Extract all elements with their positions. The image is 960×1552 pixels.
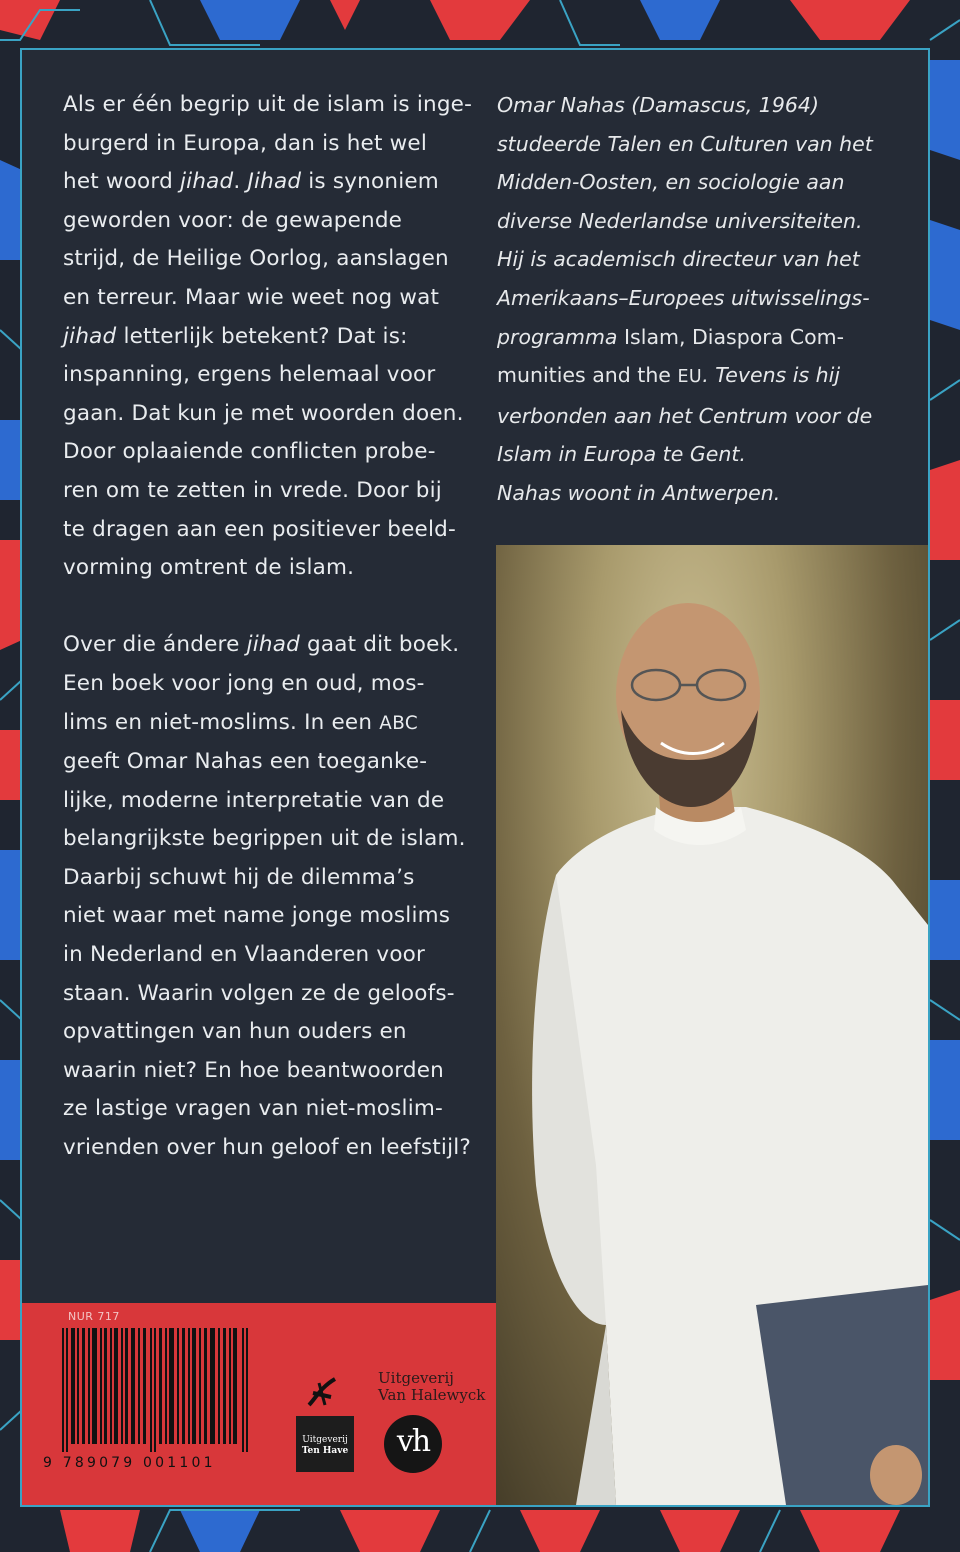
- blurb-line: belangrijkste begrippen uit de islam.: [63, 826, 466, 852]
- bio-smallcaps: EU: [677, 367, 703, 388]
- blurb-line: gaat dit boek.: [299, 632, 460, 658]
- blurb-column: [63, 86, 473, 1168]
- bio-line: Nahas woont in Antwerpen.: [497, 480, 781, 505]
- author-figure: [496, 545, 928, 1505]
- blurb-line: strijd, de Heilige Oorlog, aanslagen: [63, 246, 449, 272]
- blurb-line: in Nederland en Vlaanderen voor: [63, 942, 426, 968]
- bio-line: diverse Nederlandse universiteiten.: [497, 208, 863, 233]
- blurb-line: .: [233, 169, 248, 195]
- blurb-line: ze lastige vragen van niet-moslim-: [63, 1096, 444, 1122]
- blurb-line: en terreur. Maar wie weet nog wat: [63, 284, 440, 310]
- blurb-line: inspanning, ergens helemaal voor: [63, 362, 436, 388]
- isbn-barcode: [58, 1328, 250, 1452]
- blurb-line: Over die ándere: [63, 632, 247, 658]
- blurb-line: vrienden over hun geloof en leefstijl?: [63, 1135, 472, 1161]
- bio-line: programma: [497, 324, 625, 349]
- publisher-name: [378, 1370, 485, 1404]
- blurb-line: burgerd in Europa, dan is het wel: [63, 130, 428, 156]
- author-bio: [497, 86, 917, 513]
- blurb-line: lijke, moderne interpretatie van de: [63, 787, 445, 813]
- blurb-line: vorming omtrent de islam.: [63, 555, 355, 581]
- isbn-number: 9 789079 001101: [43, 1455, 216, 1471]
- blurb-line: is synoniem: [301, 169, 439, 195]
- blurb-italic-term: Jihad: [247, 169, 302, 195]
- blurb-line: geeft Omar Nahas een toeganke-: [63, 749, 428, 775]
- bio-line: Omar Nahas (Damascus, 1964): [497, 93, 819, 117]
- bio-line: Islam in Europa te Gent.: [497, 442, 746, 467]
- blurb-italic-term: jihad: [179, 169, 234, 195]
- blurb-line: waarin niet? En hoe beantwoorden: [63, 1057, 444, 1083]
- blurb-italic-term: jihad: [246, 632, 300, 658]
- bio-line: . Tevens is hij: [702, 363, 841, 388]
- blurb-line: gaan. Dat kun je met woorden doen.: [63, 400, 464, 426]
- blurb-paragraph-2: [63, 626, 473, 1167]
- blurb-line: staan. Waarin volgen ze de geloofs-: [63, 980, 455, 1006]
- blurb-line: lims en niet-moslims. In een: [63, 709, 380, 735]
- blurb-line: Als er één begrip uit de islam is inge-: [63, 92, 473, 117]
- bio-line: Amerikaans–Europees uitwisselings-: [497, 285, 870, 310]
- blurb-line: niet waar met name jonge moslims: [63, 903, 451, 929]
- author-photo: [496, 545, 928, 1505]
- vh-logo: vh: [384, 1415, 442, 1473]
- ten-have-logo-line1: Uitgeverij: [302, 1435, 348, 1445]
- bio-program-name: munities and the: [497, 363, 678, 388]
- ten-have-logo-line2: Ten Have: [301, 1446, 349, 1456]
- bio-line: Hij is academisch directeur van het: [497, 247, 860, 272]
- blurb-line: letterlijk betekent? Dat is:: [116, 323, 408, 349]
- blurb-line: te dragen aan een positiever beeld-: [63, 516, 456, 542]
- blurb-line: geworden voor: de gewapende: [63, 207, 403, 233]
- blurb-italic-term: jihad: [63, 323, 117, 349]
- ten-have-h-icon: [305, 1375, 341, 1409]
- bio-program-name: Islam, Diaspora Com-: [624, 324, 845, 349]
- bio-line: Midden-Oosten, en sociologie aan: [497, 170, 845, 195]
- blurb-line: Daarbij schuwt hij de dilemma’s: [63, 864, 415, 890]
- blurb-paragraph-1: [63, 86, 473, 588]
- blurb-smallcaps: ABC: [379, 712, 419, 734]
- blurb-line: ren om te zetten in vrede. Door bij: [63, 477, 442, 503]
- nur-code: NUR 717: [68, 1310, 120, 1323]
- bio-line: verbonden aan het Centrum voor de: [497, 403, 873, 428]
- publisher-line-1: Uitgeverij: [378, 1369, 454, 1387]
- blurb-line: Een boek voor jong en oud, mos-: [63, 670, 425, 696]
- blurb-line: opvattingen van hun ouders en: [63, 1019, 407, 1045]
- blurb-line: Door oplaaiende conflicten probe-: [63, 439, 436, 465]
- bio-line: studeerde Talen en Culturen van het: [497, 131, 873, 156]
- ten-have-logo: [296, 1416, 354, 1472]
- publisher-line-2: Van Halewyck: [378, 1386, 486, 1404]
- blurb-line: het woord: [63, 169, 180, 195]
